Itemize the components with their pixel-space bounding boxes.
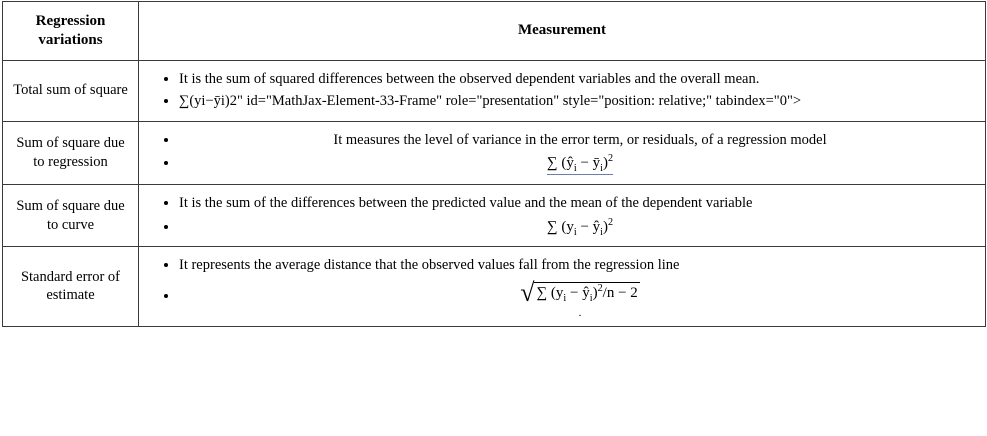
subscript-i: i <box>563 292 567 304</box>
bullet-text: • It measures the level of variance in the error term, or residuals, of a regression model <box>333 131 827 148</box>
row-label-sum-of-square-due-to-regression: Sum of square due to regression <box>3 121 139 185</box>
formula-ssr <box>179 153 981 175</box>
exponent-2: 2 <box>608 153 614 165</box>
y-hat-symbol: ŷ <box>566 155 574 172</box>
table-header-row <box>3 2 986 61</box>
list-item <box>179 153 981 175</box>
paren-close: ) <box>603 155 608 172</box>
bullet-text: It is the sum of the differences between the predicted value and the mean of the dependent variable <box>179 195 753 212</box>
exponent-2: 2 <box>597 282 603 294</box>
row-label-total-sum-of-square: Total sum of square <box>3 60 139 121</box>
sigma-symbol: ∑ <box>536 284 548 301</box>
divisor-text: /n − 2 <box>602 284 638 301</box>
minus-symbol: − <box>580 155 589 172</box>
bullet-text: It is the sum of squared differences between the observed dependent variables and the overall mean. <box>179 70 760 87</box>
table-row <box>3 247 986 326</box>
trailing-dot: . <box>578 307 582 320</box>
paren-close: ) <box>603 219 608 235</box>
regression-variations-table <box>2 1 986 327</box>
row-content-sum-of-square-due-to-regression <box>139 121 986 185</box>
sigma-symbol: ∑ <box>546 155 558 172</box>
list-item <box>179 92 981 112</box>
paren-open: ( <box>561 155 567 172</box>
bullet-text: It represents the average distance that the observed values fall from the regression line <box>179 257 680 274</box>
row-content-standard-error-of-estimate <box>139 247 986 326</box>
bullet-list <box>143 70 981 112</box>
table-row <box>3 185 986 247</box>
paren-close: ) <box>592 284 598 301</box>
subscript-i: i <box>589 292 593 304</box>
table-row <box>3 60 986 121</box>
bullet-list <box>143 194 981 237</box>
radicand <box>534 282 639 303</box>
list-item <box>179 277 981 320</box>
paren-open: ( <box>561 219 567 235</box>
header-regression-variations: Regression variations <box>3 2 139 61</box>
header-measurement: Measurement <box>139 2 986 61</box>
row-label-standard-error-of-estimate: Standard error of estimate <box>3 247 139 326</box>
list-item <box>179 194 981 214</box>
y-hat-symbol: ŷ <box>592 219 601 235</box>
row-content-sum-of-square-due-to-curve <box>139 185 986 247</box>
bullet-list <box>143 256 981 320</box>
sigma-symbol: ∑ <box>546 219 558 235</box>
row-content-total-sum-of-square <box>139 60 986 121</box>
list-item <box>179 131 981 151</box>
y-hat-symbol: ŷ <box>582 284 590 301</box>
table-header <box>3 2 986 61</box>
formula-raw-mathjax: ∑(yi−ȳi)2" id="MathJax-Element-33-Frame" role="presentation" style="position: relative;" tabindex="0"> <box>179 93 802 110</box>
subscript-i: i <box>573 227 577 238</box>
y-symbol: y <box>566 219 574 235</box>
exponent-2: 2 <box>608 217 614 228</box>
table-body <box>3 60 986 326</box>
list-item <box>179 70 981 90</box>
minus-symbol: − <box>570 284 579 301</box>
subscript-i: i <box>573 163 577 175</box>
y-symbol: y <box>555 284 564 301</box>
subscript-i: i <box>600 163 603 175</box>
paren-open: ( <box>550 284 556 301</box>
y-bar-symbol: ȳ <box>592 155 601 172</box>
subscript-i: i <box>600 227 603 238</box>
sqrt-expression <box>520 279 640 305</box>
formula-standard-error <box>179 279 981 306</box>
radical-icon: • √ <box>520 277 535 307</box>
regression-table-container <box>0 1 987 327</box>
minus-symbol: − <box>580 219 589 235</box>
formula-underline-wrap <box>547 153 613 175</box>
bullet-list <box>143 131 981 176</box>
formula-sse <box>179 217 981 237</box>
table-row <box>3 121 986 185</box>
list-item <box>179 256 981 276</box>
row-label-sum-of-square-due-to-curve: Sum of square due to curve <box>3 185 139 247</box>
list-item <box>179 217 981 237</box>
